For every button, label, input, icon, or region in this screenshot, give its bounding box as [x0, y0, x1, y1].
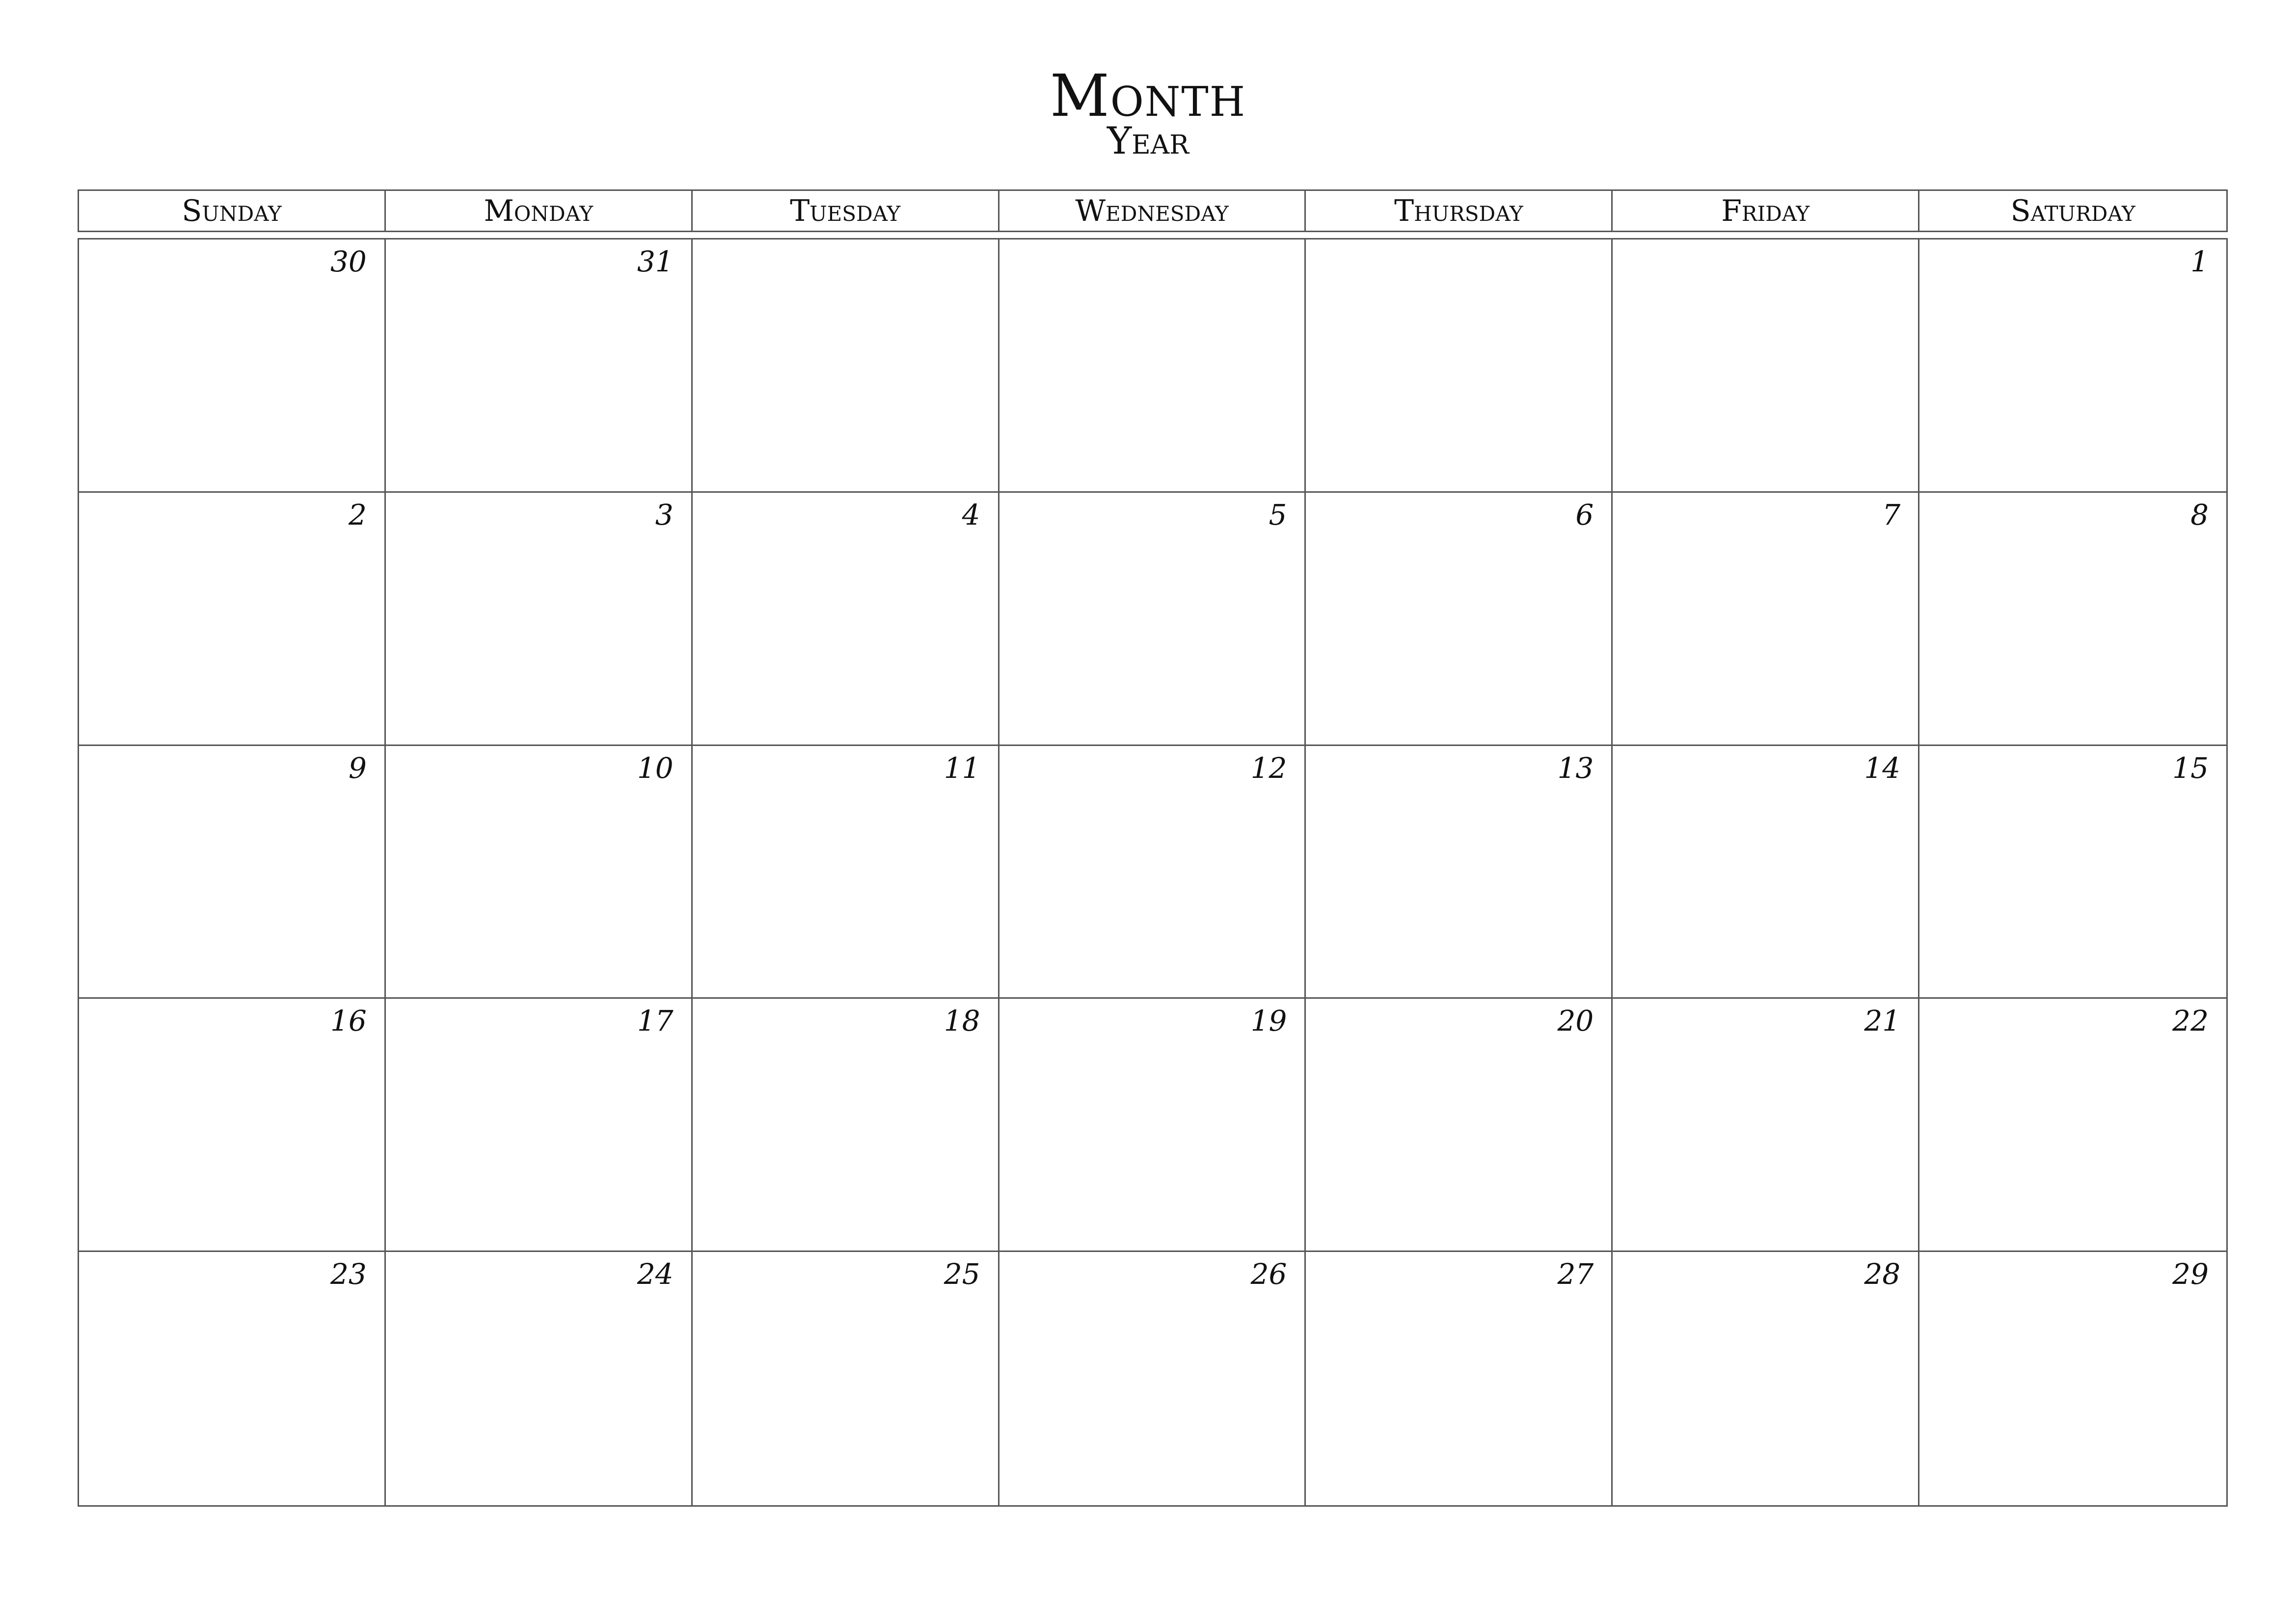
calendar-title	[0, 62, 2296, 162]
day-cell[interactable]	[1306, 999, 1613, 1252]
day-cell[interactable]	[999, 493, 1306, 746]
month-title: Month	[1050, 62, 1246, 130]
day-cell[interactable]	[693, 239, 999, 493]
day-number: 1	[2190, 245, 2209, 278]
day-cell[interactable]	[1613, 1252, 1919, 1505]
day-number: 16	[330, 1004, 367, 1038]
day-cell[interactable]	[1919, 1252, 2226, 1505]
year-title: Year	[1107, 119, 1189, 162]
day-number: 9	[348, 751, 367, 785]
day-number: 18	[944, 1004, 980, 1038]
day-cell[interactable]	[79, 1252, 386, 1505]
day-cell[interactable]	[1306, 746, 1613, 999]
day-cell[interactable]	[693, 999, 999, 1252]
day-cell[interactable]	[1919, 239, 2226, 493]
weekday-thursday: Thursday	[1306, 191, 1613, 231]
day-cell[interactable]	[1613, 493, 1919, 746]
day-cell[interactable]	[386, 493, 693, 746]
calendar-grid	[78, 238, 2228, 1507]
weekday-tuesday: Tuesday	[693, 191, 999, 231]
day-cell[interactable]	[999, 999, 1306, 1252]
day-number: 6	[1575, 498, 1594, 532]
day-number: 2	[348, 498, 367, 532]
day-number: 21	[1864, 1004, 1901, 1038]
day-number: 30	[330, 245, 367, 278]
day-cell[interactable]	[1613, 999, 1919, 1252]
weekday-monday: Monday	[386, 191, 693, 231]
day-number: 20	[1557, 1004, 1594, 1038]
day-cell[interactable]	[79, 746, 386, 999]
day-number: 27	[1557, 1257, 1594, 1291]
day-cell[interactable]	[1919, 746, 2226, 999]
day-cell[interactable]	[999, 746, 1306, 999]
day-number: 13	[1557, 751, 1594, 785]
day-cell[interactable]	[386, 999, 693, 1252]
day-number: 11	[944, 751, 980, 785]
day-cell[interactable]	[79, 239, 386, 493]
weekday-friday: Friday	[1613, 191, 1919, 231]
day-number: 5	[1269, 498, 1287, 532]
day-number: 17	[637, 1004, 674, 1038]
day-number: 31	[637, 245, 674, 278]
day-number: 14	[1864, 751, 1901, 785]
day-cell[interactable]	[1306, 493, 1613, 746]
day-cell[interactable]	[79, 999, 386, 1252]
day-cell[interactable]	[1613, 239, 1919, 493]
day-number: 12	[1250, 751, 1287, 785]
day-number: 24	[637, 1257, 674, 1291]
day-number: 7	[1882, 498, 1901, 532]
day-number: 23	[330, 1257, 367, 1291]
day-cell[interactable]	[79, 493, 386, 746]
day-cell[interactable]	[999, 239, 1306, 493]
day-number: 22	[2172, 1004, 2209, 1038]
day-cell[interactable]	[999, 1252, 1306, 1505]
day-cell[interactable]	[1306, 239, 1613, 493]
day-number: 29	[2172, 1257, 2209, 1291]
day-cell[interactable]	[386, 1252, 693, 1505]
weekday-wednesday: Wednesday	[999, 191, 1306, 231]
weekday-sunday: Sunday	[79, 191, 386, 231]
day-number: 15	[2172, 751, 2209, 785]
day-cell[interactable]	[386, 746, 693, 999]
day-cell[interactable]	[1306, 1252, 1613, 1505]
day-number: 10	[637, 751, 674, 785]
day-number: 19	[1250, 1004, 1287, 1038]
day-cell[interactable]	[1613, 746, 1919, 999]
day-cell[interactable]	[1919, 493, 2226, 746]
weekday-saturday: Saturday	[2010, 193, 2135, 228]
day-number: 3	[655, 498, 674, 532]
day-number: 25	[944, 1257, 980, 1291]
day-number: 28	[1864, 1257, 1901, 1291]
day-cell[interactable]	[1919, 999, 2226, 1252]
weekday-header-row	[78, 189, 2228, 232]
day-cell[interactable]	[693, 746, 999, 999]
day-number: 26	[1250, 1257, 1287, 1291]
day-cell[interactable]	[693, 493, 999, 746]
day-cell[interactable]	[693, 1252, 999, 1505]
day-number: 8	[2190, 498, 2209, 532]
day-number: 4	[962, 498, 980, 532]
day-cell[interactable]	[386, 239, 693, 493]
